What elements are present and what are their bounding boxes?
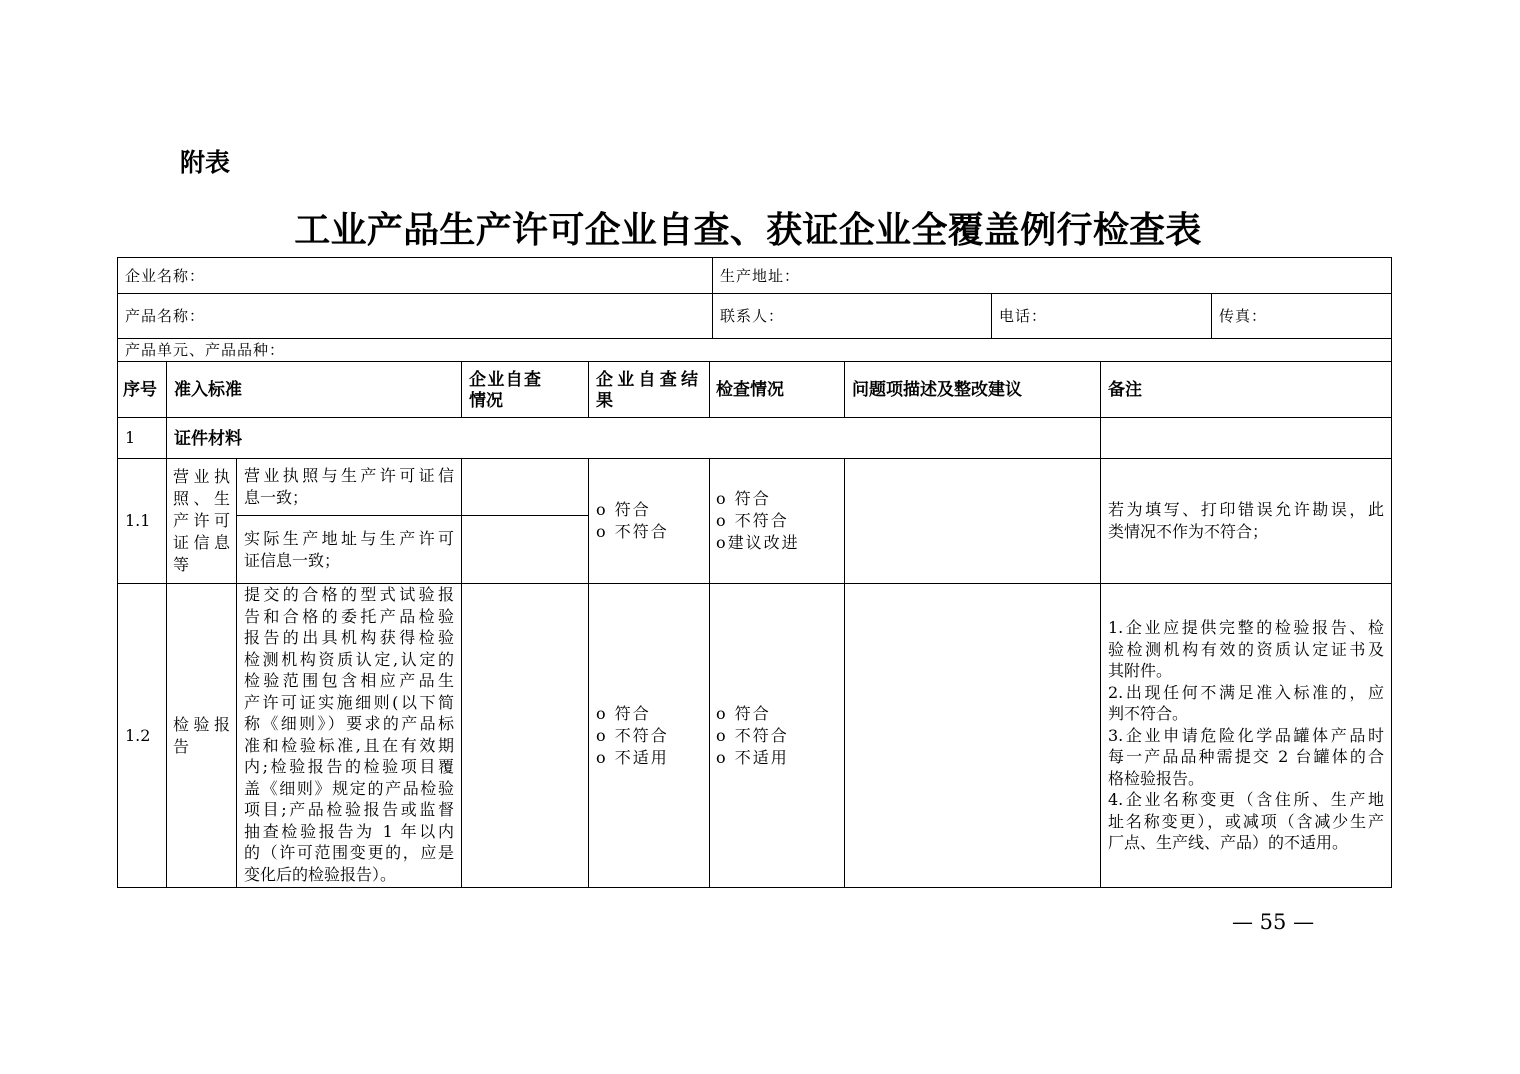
remarks-line: 址名称变更），或减项（含减少生产 bbox=[1108, 811, 1384, 831]
remarks-line: 4.企业名称变更（含住所、生产地 bbox=[1108, 790, 1384, 810]
section-no-cell bbox=[117, 417, 167, 459]
option-nonconform: o 不符合 bbox=[716, 511, 789, 530]
header-standard-label: 准入标准 bbox=[174, 380, 242, 399]
inspection-cell bbox=[709, 458, 845, 584]
issues-cell bbox=[844, 583, 1101, 888]
category-line: 营业执 bbox=[173, 467, 230, 486]
item-no-cell bbox=[117, 458, 167, 584]
header-standard bbox=[166, 361, 462, 418]
item-no: 1.2 bbox=[125, 725, 151, 745]
header-inspection-label: 检查情况 bbox=[716, 380, 784, 399]
attachment-label: 附表 bbox=[180, 149, 231, 177]
remarks-line: 每一产品品种需提交 2 台罐体的合 bbox=[1108, 747, 1384, 767]
option-improvement: o建议改进 bbox=[716, 533, 800, 552]
header-self-check-result-label: 企业自查结果 bbox=[596, 369, 701, 410]
self-check-result-cell bbox=[588, 583, 710, 888]
self-check-status-cell bbox=[461, 458, 589, 516]
product-name-label: 产品名称： bbox=[125, 307, 206, 325]
criterion-line: 变化后的检验报告）。 bbox=[244, 864, 397, 884]
option-not-applicable: o 不适用 bbox=[596, 747, 669, 767]
criterion-line: 的（许可范围变更的，应是 bbox=[244, 843, 454, 862]
self-check-status-cell bbox=[461, 583, 589, 888]
criterion-line: 称《细则》）要求的产品标 bbox=[244, 714, 454, 733]
criterion-line: 营业执照与生产许可证信 bbox=[244, 466, 454, 485]
criterion-cell bbox=[236, 583, 462, 888]
remarks-line: 类情况不作为不符合； bbox=[1108, 522, 1269, 541]
header-remarks bbox=[1100, 361, 1392, 418]
criterion-line: 证信息一致； bbox=[244, 550, 341, 570]
inspection-cell bbox=[709, 583, 845, 888]
header-self-check-status-label: 企业自查情况 bbox=[469, 369, 541, 410]
remarks-cell bbox=[1100, 458, 1392, 584]
option-conform: o 符合 bbox=[596, 500, 651, 519]
criterion-line: 准和检验标准,且在有效期 bbox=[244, 735, 454, 755]
header-issues bbox=[844, 361, 1101, 418]
remarks-line: 2.出现任何不满足准入标准的，应 bbox=[1108, 682, 1384, 702]
criterion-line: 提交的合格的型式试验报 bbox=[244, 585, 454, 604]
company-name-cell bbox=[117, 257, 713, 294]
section-title-cell bbox=[166, 417, 1101, 459]
criterion-line: 息一致； bbox=[244, 488, 309, 507]
section-title: 证件材料 bbox=[174, 428, 242, 448]
category-line: 照、生 bbox=[173, 489, 230, 508]
section-remarks-cell bbox=[1100, 417, 1392, 459]
option-nonconform: o 不符合 bbox=[596, 725, 669, 745]
product-unit-cell bbox=[117, 338, 1392, 362]
item-no: 1.1 bbox=[125, 511, 151, 530]
criterion-cell bbox=[236, 458, 462, 516]
criterion-line: 内;检验报告的检验项目覆 bbox=[244, 757, 454, 776]
fax-label: 传真： bbox=[1219, 307, 1268, 325]
section-no: 1 bbox=[125, 428, 136, 447]
option-conform: o 符合 bbox=[716, 489, 771, 508]
header-self-check-result bbox=[588, 361, 710, 418]
category-line: 产许可 bbox=[173, 511, 230, 530]
form-title: 工业产品生产许可企业自查、获证企业全覆盖例行检查表 bbox=[294, 209, 1202, 251]
remarks-cell bbox=[1100, 583, 1392, 888]
remarks-line: 若为填写、打印错误允许勘误，此 bbox=[1108, 500, 1384, 519]
phone-label: 电话： bbox=[999, 307, 1048, 325]
production-address-cell bbox=[712, 257, 1392, 294]
category-line: 证信息 bbox=[173, 533, 230, 552]
item-no-cell bbox=[117, 583, 167, 888]
option-conform: o 符合 bbox=[596, 703, 651, 723]
category-cell bbox=[166, 583, 237, 888]
criterion-line: 报告的出具机构获得检验 bbox=[244, 628, 454, 647]
option-nonconform: o 不符合 bbox=[596, 522, 669, 541]
criterion-line: 抽查检验报告为 1 年以内 bbox=[244, 821, 454, 841]
criterion-line: 项目;产品检验报告或监督 bbox=[244, 800, 454, 819]
option-conform: o 符合 bbox=[716, 703, 771, 723]
category-line: 等 bbox=[173, 555, 190, 574]
contact-cell bbox=[712, 293, 992, 339]
criterion-line: 盖《细则》规定的产品检验 bbox=[244, 778, 454, 798]
page-number: — 55 — bbox=[1232, 910, 1315, 934]
criterion-cell bbox=[236, 515, 462, 584]
remarks-line: 3.企业申请危险化学品罐体产品时 bbox=[1108, 725, 1384, 745]
issues-cell bbox=[844, 458, 1101, 584]
fax-cell bbox=[1211, 293, 1392, 339]
production-address-label: 生产地址： bbox=[720, 266, 801, 285]
phone-cell bbox=[991, 293, 1212, 339]
criterion-line: 检验范围包含相应产品生 bbox=[244, 671, 454, 690]
option-not-applicable: o 不适用 bbox=[716, 747, 789, 767]
header-inspection bbox=[709, 361, 845, 418]
company-name-label: 企业名称： bbox=[125, 266, 206, 285]
remarks-line: 验检测机构有效的资质认定证书及 bbox=[1108, 639, 1384, 659]
product-unit-label: 产品单元、产品品种： bbox=[125, 341, 286, 359]
contact-label: 联系人： bbox=[720, 307, 785, 325]
remarks-line: 其附件。 bbox=[1108, 661, 1173, 681]
header-remarks-label: 备注 bbox=[1108, 380, 1142, 399]
header-no bbox=[117, 361, 167, 418]
remarks-line: 厂点、生产线、产品）的不适用。 bbox=[1108, 833, 1349, 853]
header-self-check-status bbox=[461, 361, 589, 418]
product-name-cell bbox=[117, 293, 713, 339]
header-issues-label: 问题项描述及整改建议 bbox=[852, 380, 1022, 399]
option-nonconform: o 不符合 bbox=[716, 725, 789, 745]
remarks-line: 格检验报告。 bbox=[1108, 768, 1205, 788]
header-no-label: 序号 bbox=[123, 380, 157, 399]
criterion-line: 检测机构资质认定,认定的 bbox=[244, 649, 454, 669]
category-line: 告 bbox=[173, 736, 190, 756]
category-line: 检验报 bbox=[173, 714, 230, 734]
remarks-line: 1.企业应提供完整的检验报告、检 bbox=[1108, 618, 1384, 638]
remarks-line: 判不符合。 bbox=[1108, 704, 1189, 724]
criterion-line: 产许可证实施细则(以下简 bbox=[244, 692, 454, 712]
criterion-line: 实际生产地址与生产许可 bbox=[244, 528, 454, 548]
criterion-line: 告和合格的委托产品检验 bbox=[244, 606, 454, 626]
self-check-status-cell bbox=[461, 515, 589, 584]
self-check-result-cell bbox=[588, 458, 710, 584]
category-cell bbox=[166, 458, 237, 584]
